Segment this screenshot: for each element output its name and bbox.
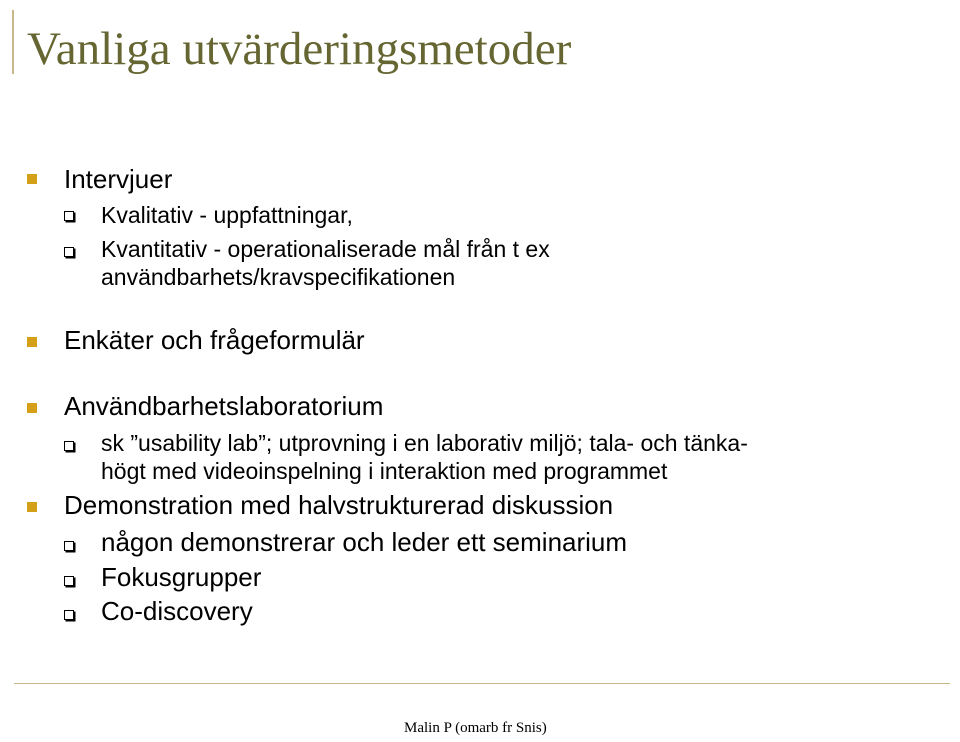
sub-bullet-fokusgrupper: Fokusgrupper bbox=[101, 562, 262, 592]
sub-bullet-demonstrerar: någon demonstrerar och leder ett seminarium bbox=[101, 527, 628, 557]
checkbox-bullet-icon bbox=[64, 211, 74, 221]
left-accent-rule bbox=[12, 10, 14, 74]
sub-bullet-usability-lab: sk ”usability lab”; utprovning i en laborativ miljö; tala- och tänka- bbox=[101, 430, 748, 456]
square-bullet-icon bbox=[27, 174, 37, 184]
checkbox-bullet-icon bbox=[64, 247, 74, 257]
checkbox-bullet-icon bbox=[64, 441, 74, 451]
square-bullet-icon bbox=[27, 502, 37, 512]
sub-bullet-co-discovery: Co-discovery bbox=[101, 596, 253, 626]
checkbox-bullet-icon bbox=[64, 576, 74, 586]
footer-rule bbox=[14, 683, 950, 684]
sub-bullet-kvalitativ: Kvalitativ - uppfattningar, bbox=[101, 202, 353, 228]
square-bullet-icon bbox=[27, 403, 37, 413]
slide-footer: Malin P (omarb fr Snis) bbox=[404, 720, 547, 736]
checkbox-bullet-icon bbox=[64, 541, 74, 551]
bullet-demonstration: Demonstration med halvstrukturerad diskussion bbox=[64, 490, 614, 520]
slide-title: Vanliga utvärderingsmetoder bbox=[27, 23, 572, 75]
checkbox-bullet-icon bbox=[64, 610, 74, 620]
bullet-anvandbarhetslab: Användbarhetslaboratorium bbox=[64, 391, 384, 421]
sub-bullet-usability-lab-cont: högt med videoinspelning i interaktion med programmet bbox=[101, 458, 668, 484]
bullet-intervjuer: Intervjuer bbox=[64, 164, 173, 194]
square-bullet-icon bbox=[27, 337, 37, 347]
bullet-enkater: Enkäter och frågeformulär bbox=[64, 325, 365, 355]
sub-bullet-kvantitativ: Kvantitativ - operationaliserade mål från t ex bbox=[101, 236, 550, 262]
sub-bullet-kvantitativ-cont: användbarhets/kravspecifikationen bbox=[101, 264, 456, 290]
